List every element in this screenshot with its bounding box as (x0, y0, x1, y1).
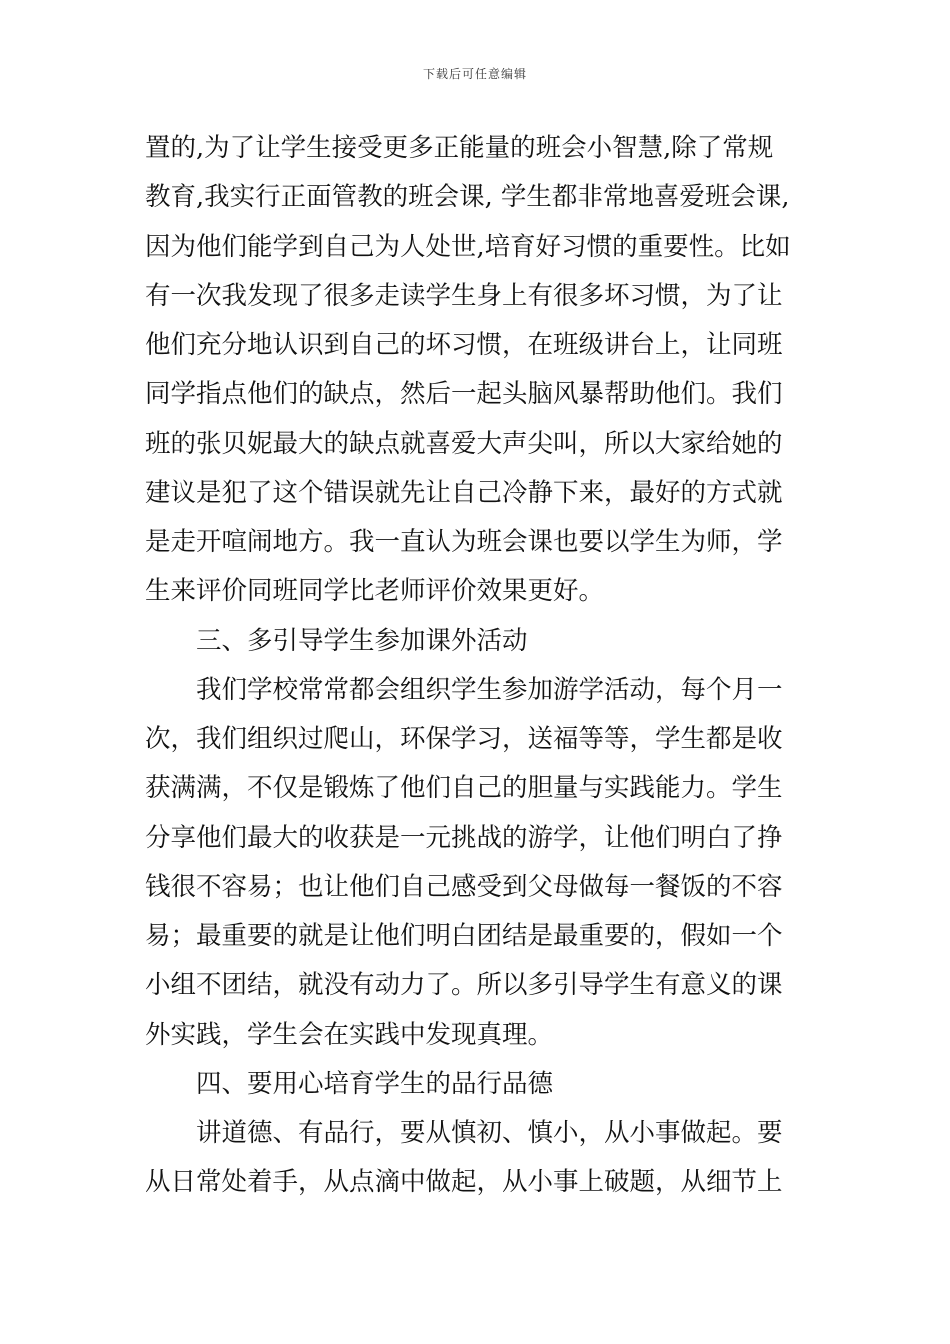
text-line: 分享他们最大的收获是一元挑战的游学，让他们明白了挣 (145, 822, 783, 853)
text-line: 三、多引导学生参加课外活动 (196, 625, 528, 656)
text-line: 生来评价同班同学比老师评价效果更好。 (145, 576, 605, 607)
text-line: 他们充分地认识到自己的坏习惯，在班级讲台上，让同班 (145, 330, 783, 360)
text-line: 建议是犯了这个错误就先让自己冷静下来，最好的方式就 (145, 477, 783, 508)
text-line: 四、要用心培育学生的品行品德 (196, 1068, 554, 1099)
text-line: 次，我们组织过爬山，环保学习，送福等等，学生都是收 (145, 724, 783, 754)
document-body (145, 124, 815, 1208)
text-line: 我们学校常常都会组织学生参加游学活动，每个月一 (196, 674, 783, 705)
text-line: 小组不团结，就没有动力了。所以多引导学生有意义的课 (145, 970, 783, 1001)
text-line: 有一次我发现了很多走读学生身上有很多坏习惯，为了让 (145, 280, 783, 311)
text-line: 教育,我实行正面管教的班会课, 学生都非常地喜爱班会课, (145, 182, 790, 213)
text-line: 置的,为了让学生接受更多正能量的班会小智慧,除了常规 (145, 133, 774, 163)
text-line: 从日常处着手，从点滴中做起，从小事上破题，从细节上 (145, 1167, 783, 1198)
text-line: 钱很不容易；也让他们自己感受到父母做每一餐饭的不容 (145, 871, 783, 902)
text-line: 外实践，学生会在实践中发现真理。 (145, 1019, 554, 1050)
text-line: 因为他们能学到自己为人处世,培育好习惯的重要性。比如 (145, 231, 791, 262)
text-line: 是走开喧闹地方。我一直认为班会课也要以学生为师，学 (145, 527, 783, 557)
page-header: 下载后可任意编辑 (422, 67, 527, 81)
text-line: 获满满，不仅是锻炼了他们自己的胆量与实践能力。学生 (145, 773, 783, 804)
text-line: 班的张贝妮最大的缺点就喜爱大声尖叫，所以大家给她的 (145, 428, 783, 459)
text-line: 易；最重要的就是让他们明白团结是最重要的，假如一个 (145, 921, 783, 951)
text-line: 讲道德、有品行，要从慎初、慎小，从小事做起。要 (196, 1118, 783, 1148)
text-line: 同学指点他们的缺点，然后一起头脑风暴帮助他们。我们 (145, 379, 783, 410)
